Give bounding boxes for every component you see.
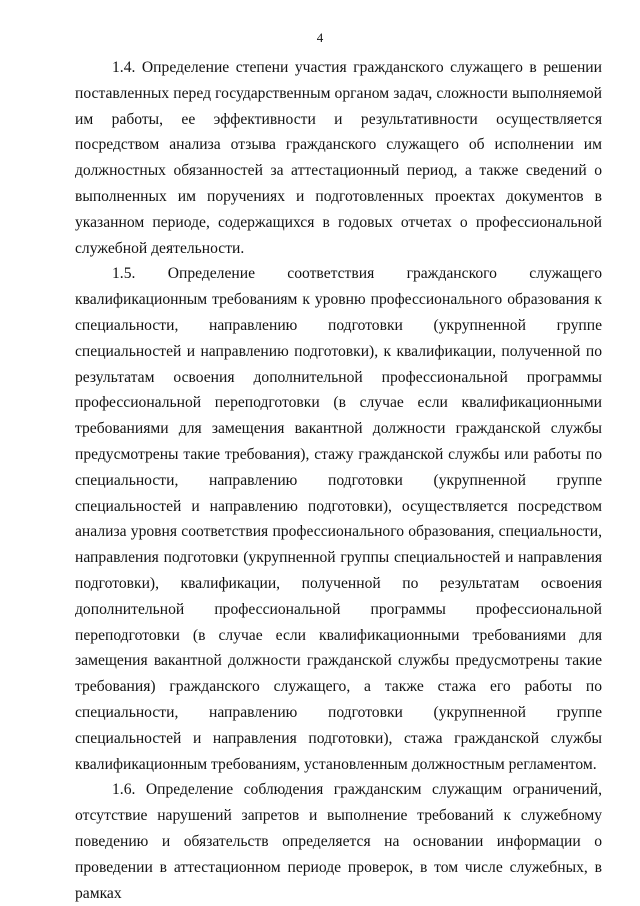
document-body — [75, 55, 602, 906]
paragraph-1-6: 1.6. Определение соблюдения гражданским служащим ограничений, отсутствие нарушений запретов и выполнение требований к служебному поведению и обязательств определяется на основании информации о проведении в аттестационном периоде проверок, в том числе служебных, в рамках — [75, 781, 602, 902]
paragraph-1-5: 1.5. Определение соответствия гражданского служащего квалификационным требованиям к уровню профессионального образования к специальности, направлению подготовки (укрупненной группе специальностей и направлению подготовки), к квалификации, полученной по результатам освоения дополнительной профессиональной программы профессиональной переподготовки (в случае если квалификационными требованиями для замещения вакантной должности гражданской службы предусмотрены такие требования), стажу гражданской службы или работы по специальности, направлению подготовки (укрупненной группе специальностей и направлению подготовки), осуществляется посредством анализа уровня соответствия профессионального образования, специальности, направления подготовки (укрупненной группы специальностей и направления подготовки), квалификации, полученной по результатам освоения дополнительной профессиональной программы профессиональной переподготовки (в случае если квалификационными требованиями для замещения вакантной должности гражданской службы предусмотрены такие требования) гражданского служащего, а также стажа его работы по специальности, направлению подготовки (укрупненной группе специальностей и направления подготовки), стажа гражданской службы квалификационным требованиям, установленным должностным регламентом. — [75, 265, 602, 773]
paragraph-1-4: 1.4. Определение степени участия гражданского служащего в решении поставленных перед государственным органом задач, сложности выполняемой им работы, ее эффективности и результативности осуществляется посредством анализа отзыва гражданского служащего об исполнении им должностных обязанностей за аттестационный период, а также сведений о выполненных им поручениях и подготовленных проектах документов в указанном периоде, содержащихся в годовых отчетах о профессиональной служебной деятельности. — [75, 59, 602, 257]
page-number: 4 — [316, 30, 324, 45]
